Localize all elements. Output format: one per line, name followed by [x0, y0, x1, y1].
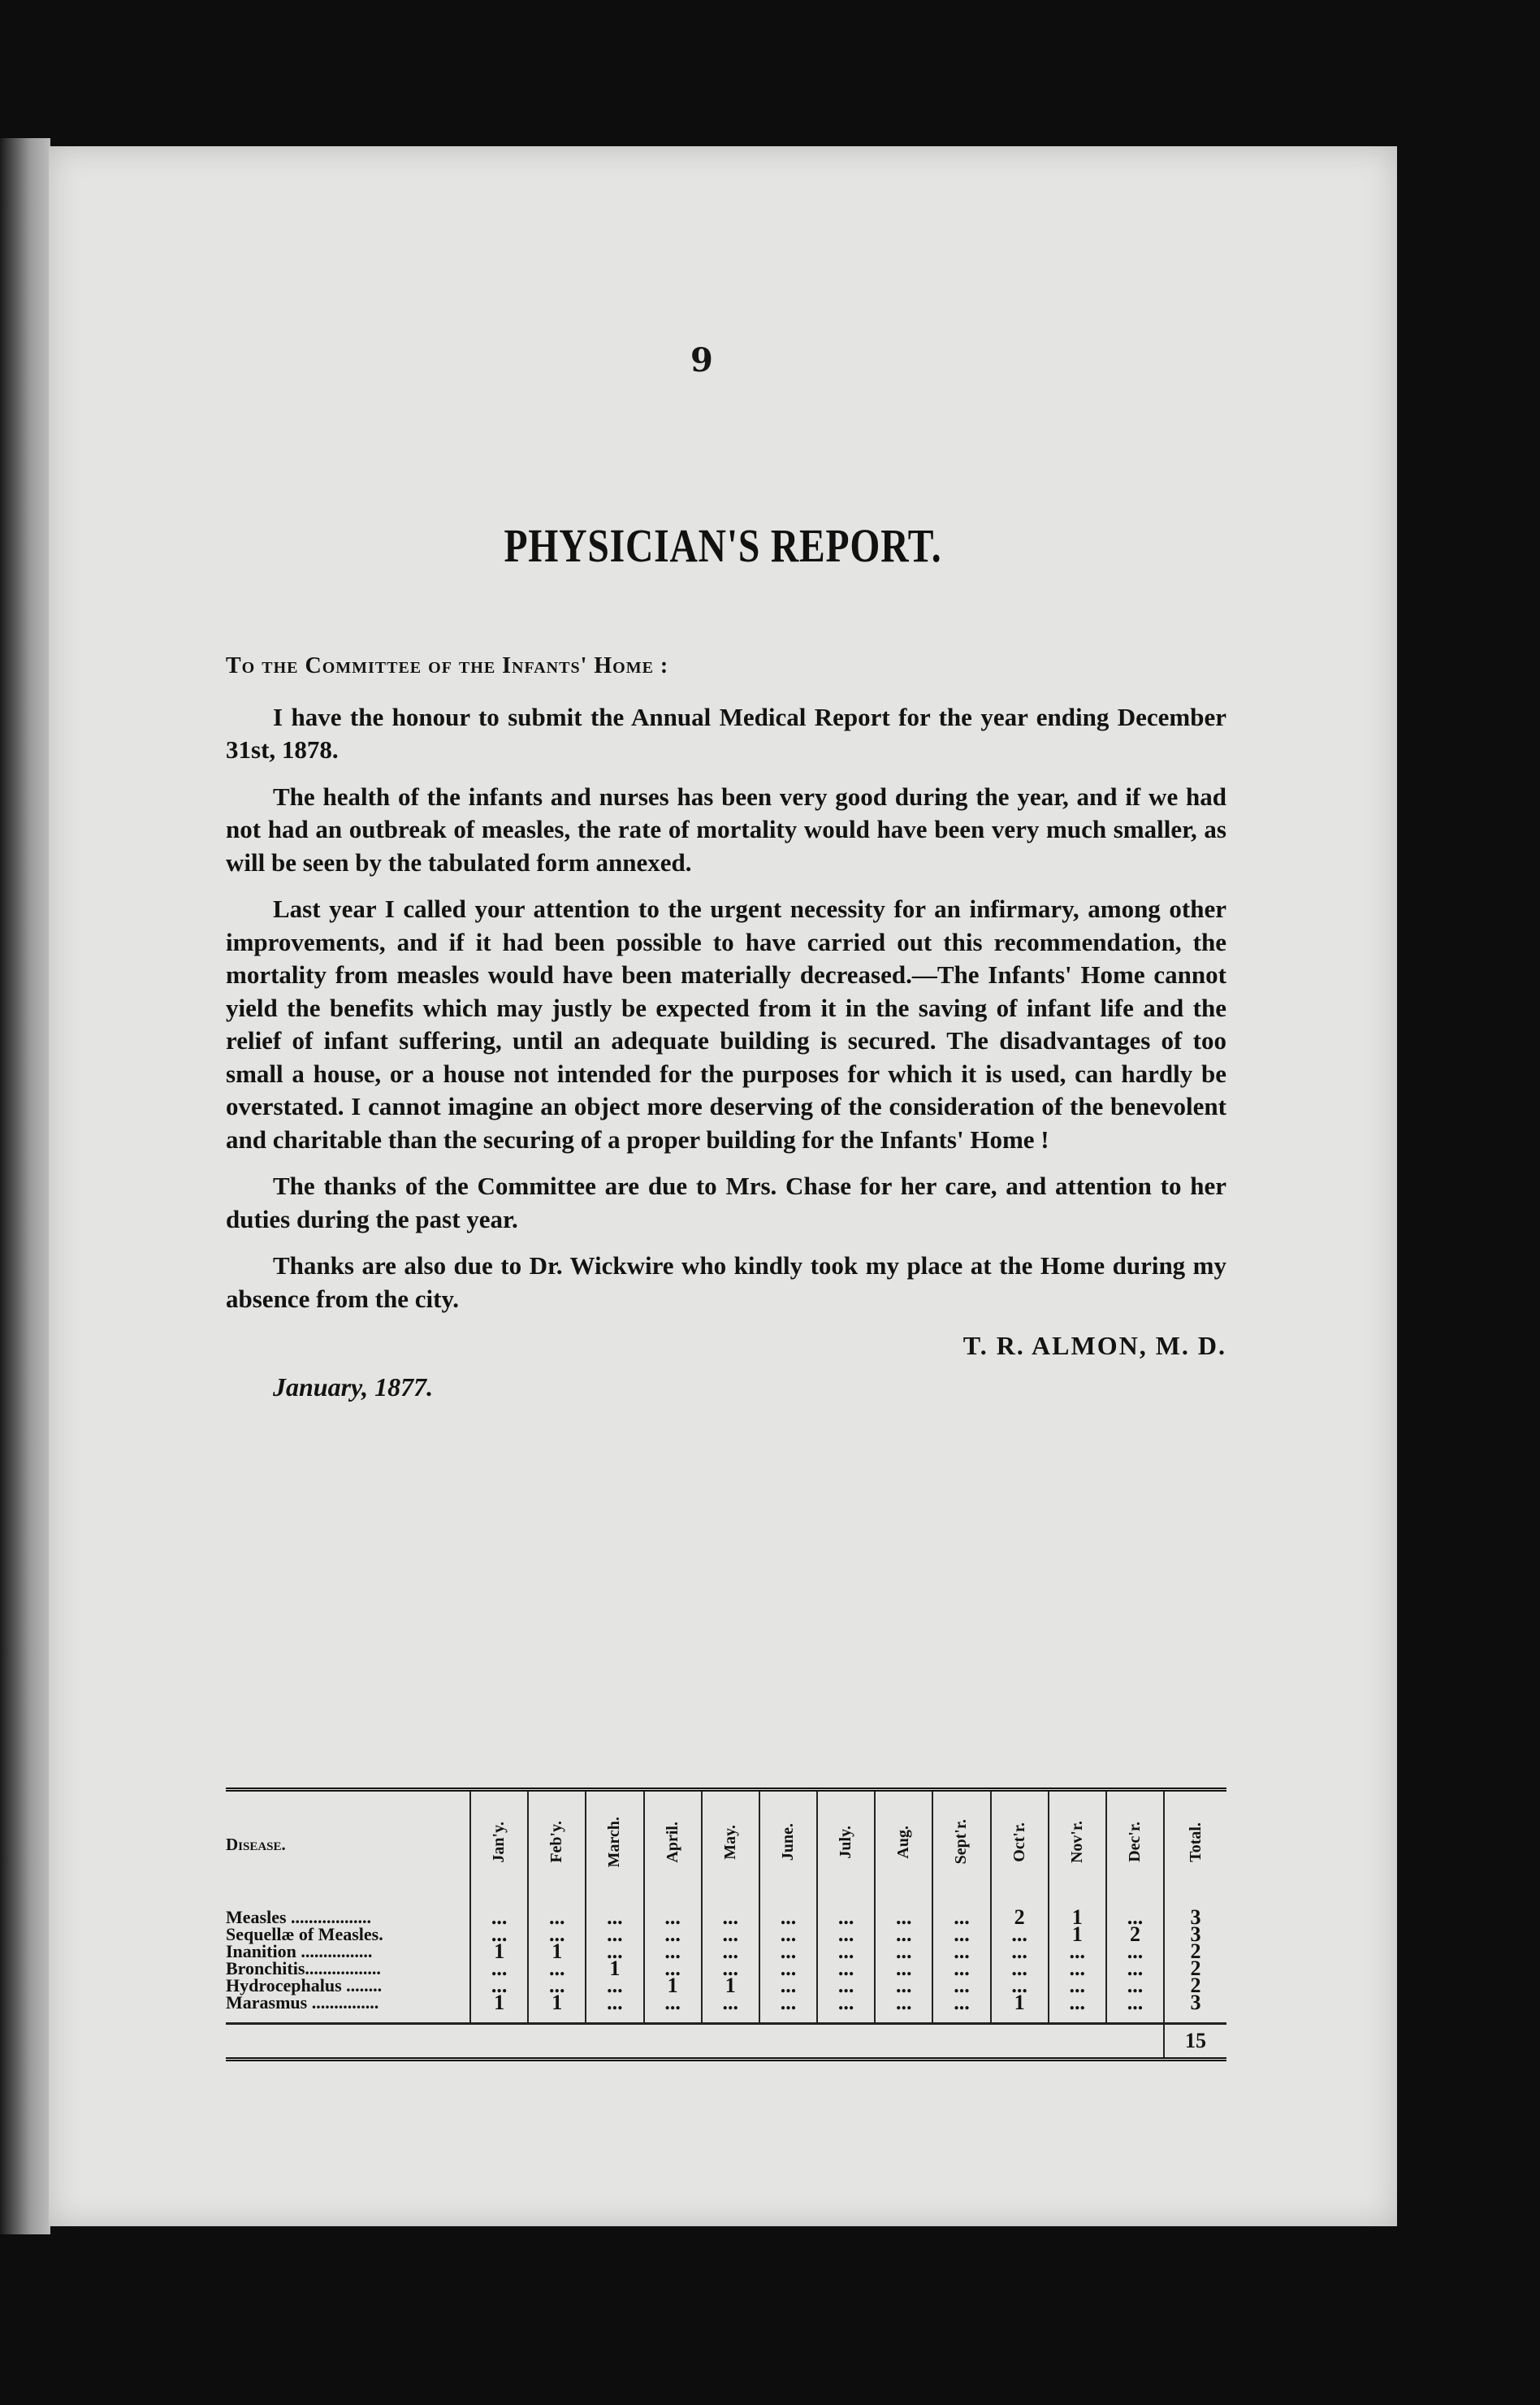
month-count-cell: ...: [470, 1897, 528, 1926]
row-total-cell: 2: [1164, 1977, 1226, 1994]
disease-table: [226, 1788, 1226, 2061]
month-count-cell: ...: [759, 1943, 817, 1960]
month-count-cell: 1: [586, 1960, 643, 1977]
month-count-cell: 2: [991, 1897, 1049, 1926]
month-count-cell: ...: [586, 1943, 643, 1960]
month-count-cell: ...: [932, 1943, 990, 1960]
month-count-cell: ...: [702, 1943, 759, 1960]
month-count-cell: ...: [644, 1897, 702, 1926]
month-count-cell: ...: [875, 1943, 932, 1960]
paragraph-health: The health of the infants and nurses has been very good during the year, and if we had not had an outbreak of measles, the rate of mortality would have been very much smaller, as will be seen by the tabulated form annexed.: [226, 782, 1226, 877]
month-count-cell: ...: [644, 1926, 702, 1943]
month-count-cell: ...: [586, 1897, 643, 1926]
month-count-cell: ...: [875, 1994, 932, 2024]
row-total-cell: 3: [1164, 1994, 1226, 2024]
month-count-cell: 1: [991, 1994, 1049, 2024]
month-count-cell: 1: [1049, 1897, 1106, 1926]
month-count-cell: ...: [1106, 1897, 1164, 1926]
month-count-cell: ...: [1049, 1994, 1106, 2024]
month-count-cell: ...: [817, 1977, 875, 1994]
month-header: Oct'r.: [991, 1790, 1049, 1898]
disease-name: Marasmus ...............: [226, 1992, 379, 2013]
month-header: July.: [817, 1790, 875, 1898]
month-count-cell: ...: [702, 1926, 759, 1943]
month-count-cell: ...: [759, 1897, 817, 1926]
month-count-cell: 2: [1106, 1926, 1164, 1943]
month-count-cell: ...: [875, 1897, 932, 1926]
month-count-cell: ...: [817, 1994, 875, 2024]
report-date: January, 1877.: [273, 1372, 434, 1402]
month-count-cell: ...: [528, 1960, 586, 1977]
row-total-cell: 2: [1164, 1960, 1226, 1977]
document-page: [49, 146, 1397, 2226]
disease-column-header: Disease.: [226, 1834, 286, 1854]
month-header: June.: [759, 1790, 817, 1898]
month-count-cell: ...: [932, 1926, 990, 1943]
month-count-cell: ...: [932, 1977, 990, 1994]
table-body: [226, 1897, 1226, 2024]
month-count-cell: 1: [528, 1943, 586, 1960]
grand-total-row: [226, 2024, 1226, 2060]
month-count-cell: ...: [875, 1960, 932, 1977]
disease-name: Hydrocephalus ........: [226, 1975, 383, 1996]
month-count-cell: ...: [528, 1926, 586, 1943]
total-header: Total.: [1164, 1790, 1226, 1898]
month-count-cell: ...: [702, 1897, 759, 1926]
paragraph-thanks-doctor: Thanks are also due to Dr. Wickwire who kindly took my place at the Home during my absence from the city.: [226, 1251, 1226, 1313]
month-header: Nov'r.: [1049, 1790, 1106, 1898]
month-count-cell: ...: [817, 1960, 875, 1977]
month-header: March.: [586, 1790, 643, 1898]
month-count-cell: ...: [1106, 1943, 1164, 1960]
month-count-cell: ...: [1106, 1977, 1164, 1994]
disease-name: Bronchitis.................: [226, 1958, 381, 1978]
month-count-cell: ...: [817, 1926, 875, 1943]
table-row: [226, 1897, 1226, 1926]
disease-name: Measles ..................: [226, 1907, 372, 1927]
month-count-cell: ...: [759, 1994, 817, 2024]
mortality-table: [226, 1788, 1226, 2061]
scan-binding-edge: [0, 138, 50, 2234]
table-row: [226, 1994, 1226, 2024]
month-count-cell: 1: [470, 1994, 528, 2024]
month-count-cell: 1: [702, 1977, 759, 1994]
month-count-cell: ...: [644, 1994, 702, 2024]
paragraph-infirmary: Last year I called your attention to the urgent necessity for an infirmary, among other improvements, and if it had been possible to have carried out this recommendation, the mortality from measles would have been materially decreased.—The Infants' Home cannot yield the benefits which may justly be expected from it in the saving of infant life and the relief of infant suffering, until an adequate building is secured. The disadvantages of too small a house, or a house not intended for the purposes for which it is used, can hardly be overstated. I cannot imagine an object more deserving of the consideration of the benevolent and charitable than the securing of a proper building for the Infants' Home !: [226, 895, 1226, 1154]
report-title: PHYSICIAN'S REPORT.: [504, 519, 942, 572]
month-count-cell: 1: [1049, 1926, 1106, 1943]
paragraph-intro: I have the honour to submit the Annual Medical Report for the year ending December 31st, 1878.: [226, 702, 1226, 764]
month-count-cell: ...: [1049, 1960, 1106, 1977]
month-count-cell: 1: [470, 1943, 528, 1960]
month-count-cell: ...: [991, 1977, 1049, 1994]
signature: T. R. ALMON, M. D.: [962, 1331, 1226, 1360]
month-header: Sept'r.: [932, 1790, 990, 1898]
month-count-cell: ...: [991, 1943, 1049, 1960]
month-count-cell: ...: [932, 1994, 990, 2024]
disease-name: Inanition ................: [226, 1941, 373, 1961]
page-number: 9: [690, 341, 713, 379]
month-count-cell: ...: [817, 1943, 875, 1960]
month-count-cell: ...: [470, 1926, 528, 1943]
month-count-cell: ...: [991, 1960, 1049, 1977]
month-header: Jan'y.: [470, 1790, 528, 1898]
report-body: [226, 650, 1226, 1403]
month-count-cell: ...: [1106, 1960, 1164, 1977]
grand-total: 15: [1164, 2024, 1226, 2060]
row-total-cell: 3: [1164, 1897, 1226, 1926]
month-header: April.: [644, 1790, 702, 1898]
table-header-row: [226, 1790, 1226, 1898]
month-count-cell: ...: [528, 1977, 586, 1994]
salutation: To the Committee of the Infants' Home :: [226, 653, 669, 678]
month-count-cell: ...: [702, 1994, 759, 2024]
month-count-cell: ...: [932, 1897, 990, 1926]
month-count-cell: ...: [470, 1960, 528, 1977]
month-count-cell: ...: [932, 1960, 990, 1977]
disease-name: Sequellæ of Measles.: [226, 1924, 383, 1944]
month-count-cell: ...: [470, 1977, 528, 1994]
month-count-cell: ...: [644, 1960, 702, 1977]
month-count-cell: ...: [644, 1943, 702, 1960]
month-header: Aug.: [875, 1790, 932, 1898]
month-count-cell: ...: [759, 1977, 817, 1994]
month-header: Feb'y.: [528, 1790, 586, 1898]
month-count-cell: 1: [528, 1994, 586, 2024]
month-count-cell: ...: [759, 1926, 817, 1943]
month-count-cell: ...: [817, 1897, 875, 1926]
month-count-cell: ...: [759, 1960, 817, 1977]
month-count-cell: ...: [586, 1926, 643, 1943]
month-count-cell: ...: [702, 1960, 759, 1977]
month-count-cell: ...: [1106, 1994, 1164, 2024]
month-count-cell: ...: [991, 1926, 1049, 1943]
row-total-cell: 3: [1164, 1926, 1226, 1943]
month-count-cell: ...: [586, 1994, 643, 2024]
month-count-cell: ...: [528, 1897, 586, 1926]
row-total-cell: 2: [1164, 1943, 1226, 1960]
month-count-cell: 1: [644, 1977, 702, 1994]
paragraph-thanks-matron: The thanks of the Committee are due to Mrs. Chase for her care, and attention to her duties during the past year.: [226, 1172, 1226, 1233]
month-header: Dec'r.: [1106, 1790, 1164, 1898]
month-count-cell: ...: [586, 1977, 643, 1994]
month-count-cell: ...: [875, 1977, 932, 1994]
month-count-cell: ...: [1049, 1943, 1106, 1960]
month-count-cell: ...: [1049, 1977, 1106, 1994]
month-count-cell: ...: [875, 1926, 932, 1943]
month-header: May.: [702, 1790, 759, 1898]
